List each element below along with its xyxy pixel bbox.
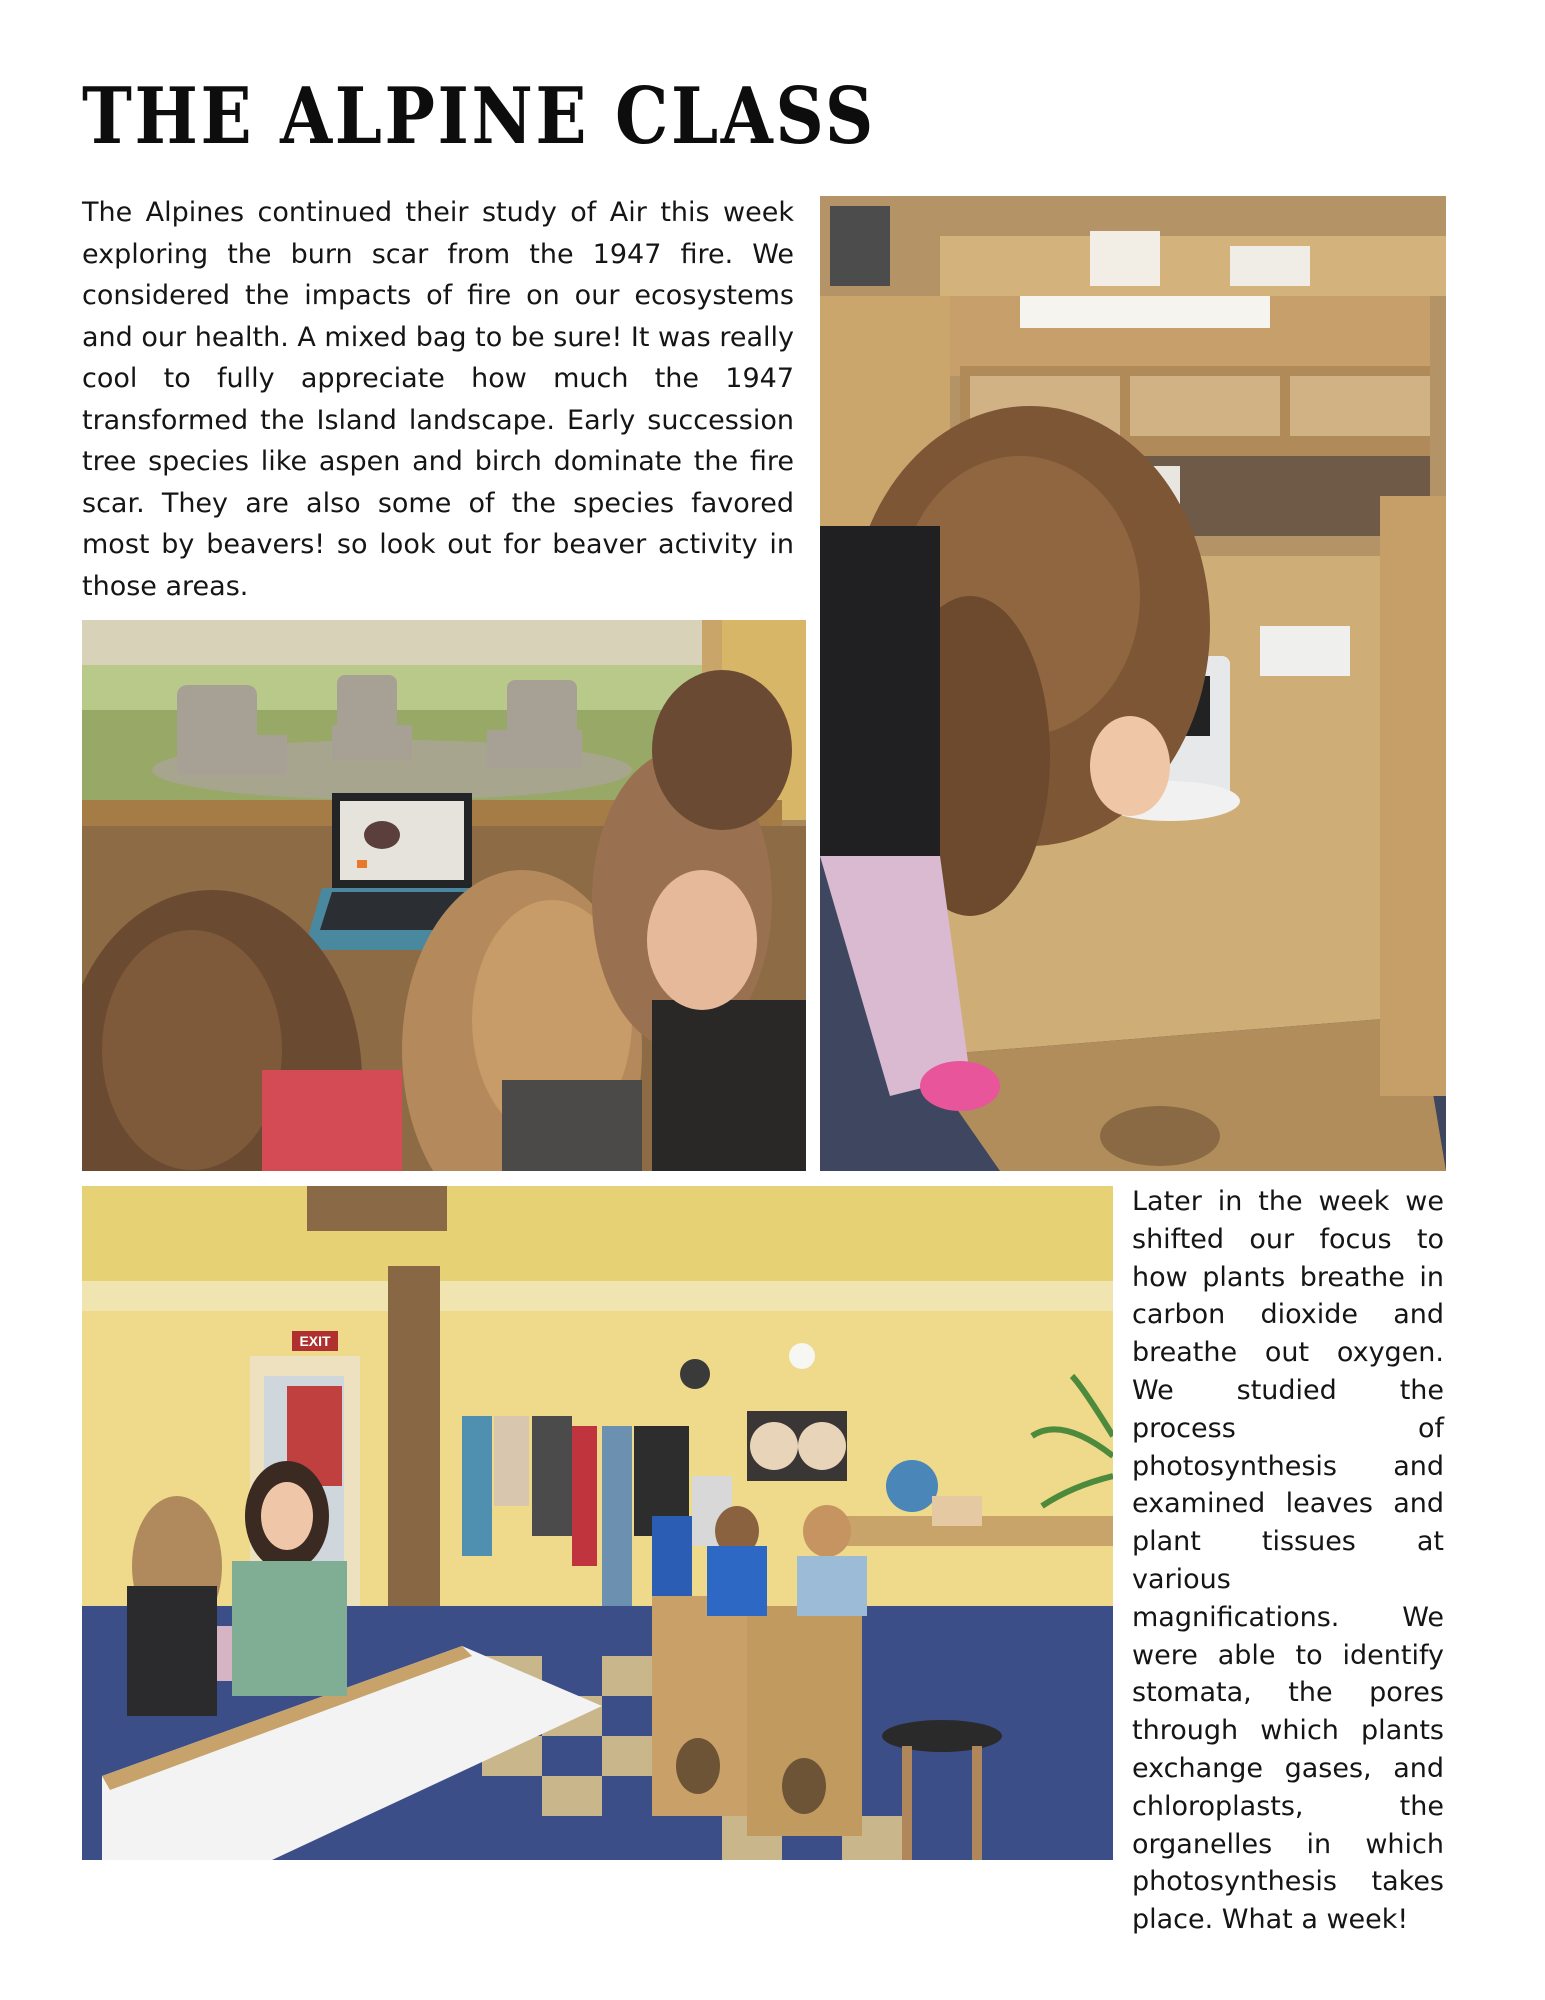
laptop-photo [82, 620, 806, 1171]
classroom-photo [82, 1186, 1113, 1860]
microscope-photo [820, 196, 1446, 1171]
intro-paragraph: The Alpines continued their study of Air this week exploring the burn scar from the 1947 fire. We considered the impacts of fire on our ecosystems and our health. A mixed bag to be sure! It was really cool to fully appreciate how much the 1947 transformed the Island landscape. Early succession tree species like aspen and birch dominate the fire scar. They are also some of the species favored most by beavers! so look out for beaver activity in those areas. [82, 197, 794, 602]
exit-sign: EXIT [299, 1333, 331, 1349]
closing-paragraph: Later in the week we shifted our focus to how plants breathe in carbon dioxide and breathe out oxygen. We studied the process of photosynthesis and examined leaves and plant tissues at various magnifications. We were able to identify stomata, the pores through which plants exchange gases, and chloroplasts, the organelles in which photosynthesis takes place. What a week! [1132, 1186, 1444, 1936]
page-title: THE ALPINE CLASS [82, 71, 876, 162]
